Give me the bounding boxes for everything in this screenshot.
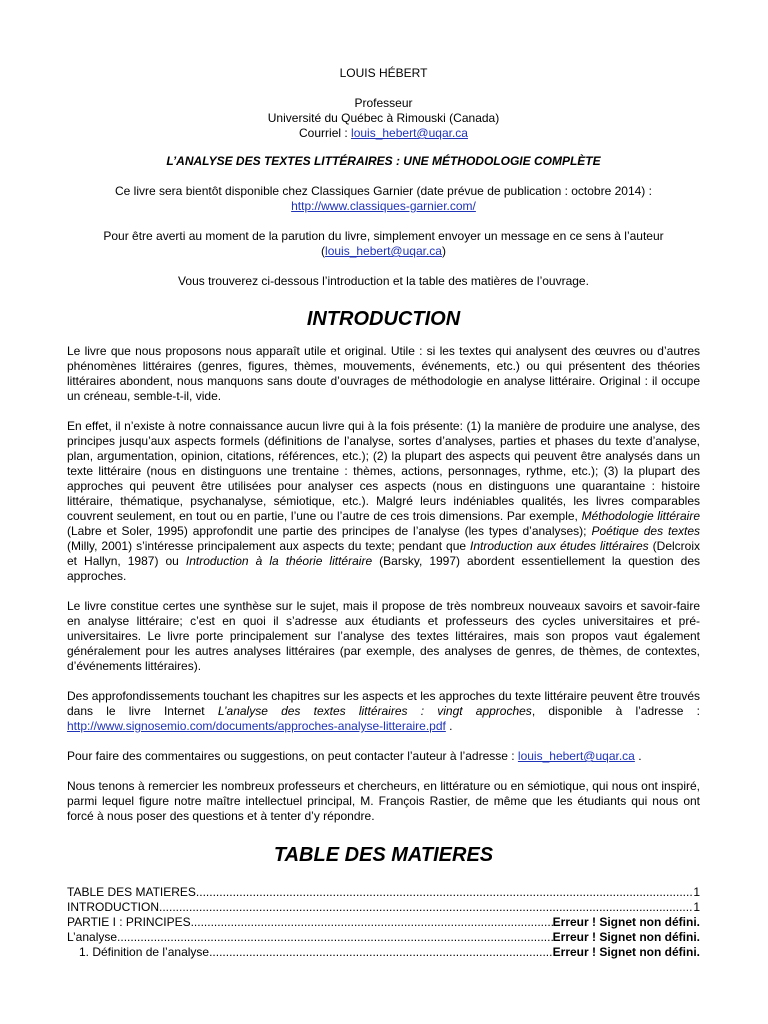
availability-block — [67, 184, 700, 214]
book-ref-introduction-etudes: Introduction aux études littéraires — [470, 539, 649, 553]
book-ref-methodologie: Méthodologie littéraire — [581, 509, 700, 523]
signosemio-link[interactable]: http://www.signosemio.com/documents/approches-analyse-litteraire.pdf — [67, 719, 446, 733]
intro-paragraph-3: Le livre constitue certes une synthèse sur le sujet, mais il propose de très nombreux nouveaux savoirs et savoir-faire en analyse littéraire; c’est en quoi il s’adresse aux étudiants et professeurs des cycles universitaires et pré-universitaires. Le livre porte principalement sur l’analyse des textes littéraires, mais son propos vaut également généralement pour les autres analyses littéraires (par exemple, des analyses de genres, de thèmes, de contextes, d’événements littéraires). — [67, 599, 700, 673]
author-university: Université du Québec à Rimouski (Canada) — [267, 111, 500, 125]
notify-email-link[interactable]: louis_hebert@uqar.ca — [325, 244, 442, 258]
toc-entry-page-error: Erreur ! Signet non défini. — [552, 915, 700, 929]
contact-email-link[interactable]: louis_hebert@uqar.ca — [517, 749, 635, 763]
publisher-link[interactable]: http://www.classiques-garnier.com/ — [291, 199, 476, 213]
toc-entry[interactable] — [67, 945, 700, 960]
notify-text: Pour être averti au moment de la parution du livre, simplement envoyer un message en ce sens à l’auteur — [103, 229, 664, 243]
author-block — [67, 66, 700, 141]
toc-leader-dots — [159, 900, 693, 915]
toc-entry-label: TABLE DES MATIERES — [67, 885, 196, 899]
book-title: L’ANALYSE DES TEXTES LITTÉRAIRES : UNE MÉTHODOLOGIE COMPLÈTE — [166, 154, 601, 168]
toc-entry-page-error: Erreur ! Signet non défini. — [552, 945, 700, 959]
table-of-contents — [67, 885, 700, 960]
p5-text-b: . — [634, 749, 642, 763]
toc-entry-label: PARTIE I : PRINCIPES — [67, 915, 191, 929]
p5-text-a: Pour faire des commentaires ou suggestions, on peut contacter l’auteur à l’adresse : — [67, 749, 518, 763]
toc-entry-label: 1. Définition de l’analyse — [79, 945, 210, 959]
toc-entry-page-error: Erreur ! Signet non défini. — [552, 930, 700, 944]
toc-leader-dots — [191, 915, 553, 930]
p2-text-c: (Milly, 2001) s’intéresse principalement aux aspects du texte; pendant que — [67, 539, 471, 553]
toc-heading: TABLE DES MATIERES — [273, 844, 494, 866]
intro-paragraph-6: Nous tenons à remercier les nombreux professeurs et chercheurs, en littérature ou en sémiotique, qui nous ont inspiré, parmi lequel figure notre maître intellectuel principal, M. François Rastier, de même que les étudiants qui nous ont forcé à nous poser des questions et à tenter d’y répondre. — [67, 779, 700, 823]
author-name: LOUIS HÉBERT — [339, 66, 428, 80]
notify-email-line — [67, 244, 700, 259]
toc-leader-dots — [196, 885, 693, 900]
toc-entry-page: 1 — [693, 900, 700, 914]
p2-text-e: (Barsky, 1997) abordent essentiellement la question des approches. — [67, 554, 700, 583]
p4-text-c: . — [445, 719, 453, 733]
email-label: Courriel : — [299, 126, 352, 140]
intro-note: Vous trouverez ci-dessous l’introduction et la table des matières de l’ouvrage. — [178, 274, 589, 288]
toc-leader-dots — [117, 930, 553, 945]
availability-text: Ce livre sera bientôt disponible chez Classiques Garnier (date prévue de publication : octobre 2014) : — [115, 184, 652, 198]
author-role: Professeur — [354, 96, 413, 110]
close-paren: ) — [441, 244, 446, 258]
p2-text-a: En effet, il n’existe à notre connaissance aucun livre qui à la fois présente: (1) la manière de produire une analyse, des principes jusqu’aux aspects formels (définitions de l’analyse, sortes d’analyses, parties et phases du texte d’analyse, plan, argumentation, opinion, citations, références, etc.); (2) la plupart des aspects qui peuvent être analysés dans un texte littéraire (nous en distinguons une trentaine : thèmes, actions, personnages, rythme, etc.); (3) la plupart des approches qui peuvent être utilisées pour analyser ces aspects (nous en distinguons une quarantaine : histoire littéraire, thématique, psychanalyse, sémiotique, etc.). Malgré leurs indéniables qualités, les livres comparables couvrent seulement, en tout ou en partie, l’une ou l’autre de ces trois dimensions. Par exemple, — [67, 419, 700, 523]
toc-entry[interactable] — [67, 930, 700, 945]
notify-block — [67, 229, 700, 259]
p4-text-b: , disponible à l’adresse : — [531, 704, 700, 718]
author-email-line — [67, 126, 700, 141]
toc-leader-dots — [209, 945, 553, 960]
toc-entry-label: L’analyse — [67, 930, 118, 944]
introduction-heading: INTRODUCTION — [306, 308, 461, 330]
toc-entry[interactable] — [67, 885, 700, 900]
toc-entry[interactable] — [67, 915, 700, 930]
p2-text-b: (Labre et Soler, 1995) approfondit une partie des principes de l’analyse (les types d’analyses); — [67, 524, 592, 538]
book-ref-vingt-approches: L’analyse des textes littéraires : vingt approches — [217, 704, 532, 718]
toc-entry[interactable] — [67, 900, 700, 915]
open-paren: ( — [321, 244, 326, 258]
toc-entry-label: INTRODUCTION — [67, 900, 159, 914]
toc-entry-page: 1 — [693, 885, 700, 899]
intro-paragraph-1: Le livre que nous proposons nous apparaît utile et original. Utile : si les textes qui analysent des œuvres ou d’autres phénomènes littéraires (genres, figures, thèmes, mouvements, événements, etc.) ou qui présentent des théories littéraires abondent, nous manquons sans doute d’ouvrages de méthodologie en analyse littéraire. Original : il occupe un créneau, semble-t-il, vide. — [67, 344, 700, 403]
p2-text-d: (Delcroix et Hallyn, 1987) ou — [67, 539, 700, 568]
intro-paragraph-2 — [67, 419, 700, 584]
intro-paragraph-5 — [67, 749, 700, 764]
book-ref-introduction-theorie: Introduction à la théorie littéraire — [185, 554, 373, 568]
author-email-link[interactable]: louis_hebert@uqar.ca — [351, 126, 468, 140]
p4-text-a: Des approfondissements touchant les chapitres sur les aspects et les approches du texte littéraire peuvent être trouvés dans le livre Internet — [67, 689, 700, 718]
intro-paragraph-4 — [67, 689, 700, 734]
book-ref-poetique: Poétique des textes — [591, 524, 701, 538]
